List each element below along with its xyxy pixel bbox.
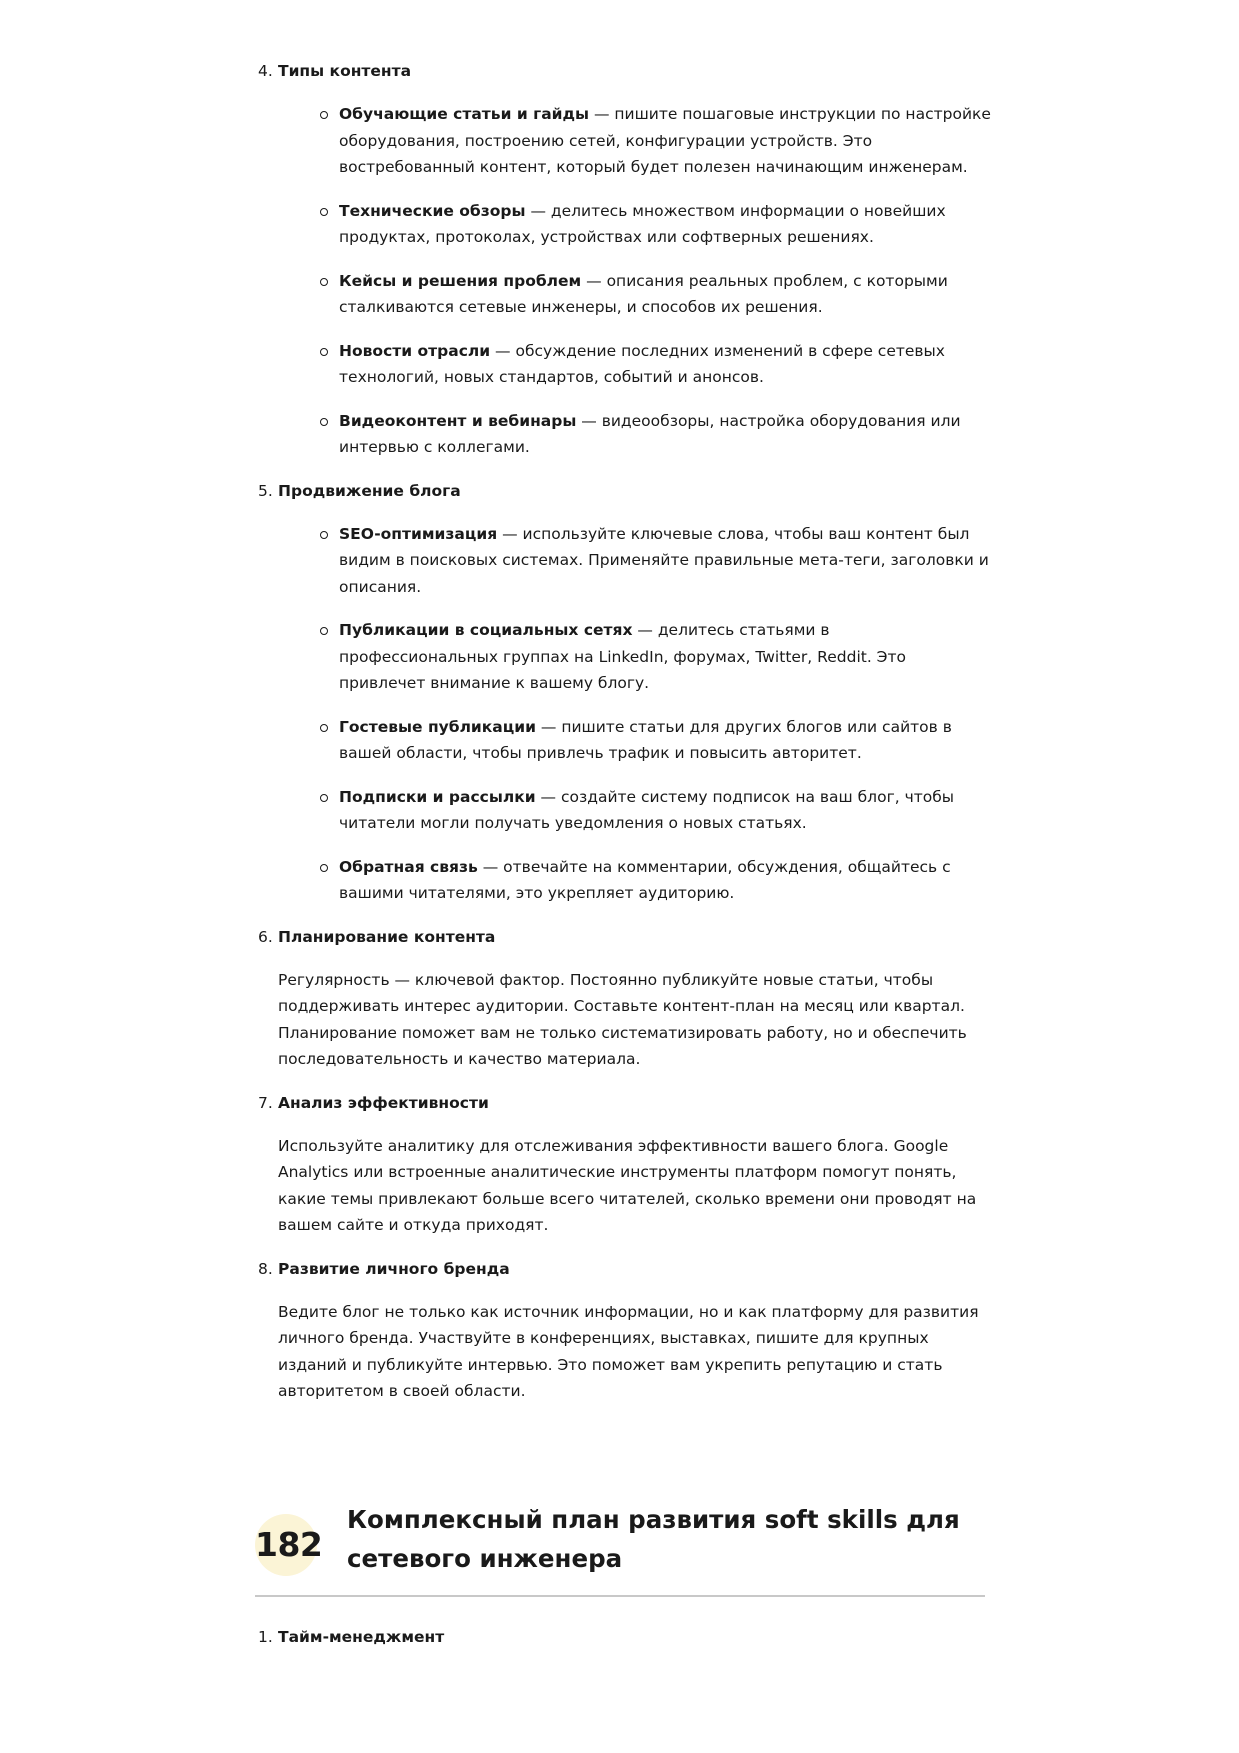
section-heading [258,58,993,84]
section-title: Анализ эффективности [278,1093,489,1112]
list-item [278,714,993,767]
section-number: 7. [258,1093,273,1112]
section-paragraph: Ведите блог не только как источник информации, но и как платформу для развития личного бренда. Участвуйте в конференциях, выставках, пишите для крупных изданий и публикуйте интервью. Это поможет вам укрепить репутацию и стать авторитетом в своей области. [278,1302,979,1400]
section-heading [258,1090,993,1116]
section-title: Планирование контента [278,927,496,946]
bullet-text: — создайте систему подписок на ваш блог, чтобы читатели могли получать уведомления о новых статьях. [339,787,955,832]
bullet-text: — пишите пошаговые инструкции по настройке оборудования, построению сетей, конфигурации устройств. Это востребованный контент, который будет полезен начинающим инженерам. [339,105,991,176]
bullet-term: Гостевые публикации [339,717,536,736]
section-number: 4. [258,62,273,80]
bullet-term: Обратная связь [339,857,478,876]
bullet-term: Видеоконтент и вебинары [339,411,577,430]
bullet-text: — делитесь статьями в профессиональных группах на LinkedIn, форумах, Twitter, Reddit. Это привлечет внимание к вашему блогу. [339,621,907,692]
bullet-list [278,521,993,907]
list-item [278,784,993,837]
chapter-header [255,1490,985,1597]
bullet-list [278,101,993,461]
list-item [278,101,993,181]
list-item [278,854,993,907]
section-number: 1. [258,1627,273,1646]
list-item [278,338,993,391]
bullet-text: — пишите статьи для других блогов или сайтов в вашей области, чтобы привлечь трафик и повысить авторитет. [339,717,952,762]
chapter-title: Комплексный план развития soft skills для сетевого инженера [347,1505,960,1573]
bullet-term: Публикации в социальных сетях [339,621,633,639]
bullet-term: SEO-оптимизация [339,524,498,543]
content-column [258,58,993,1405]
section-paragraph: Регулярность — ключевой фактор. Постоянно публикуйте новые статьи, чтобы поддерживать интерес аудитории. Составьте контент-план на месяц или квартал. Планирование поможет вам не только систематизировать работу, но и обеспечить последовательность и качество материала. [278,970,967,1068]
bullet-text: — отвечайте на комментарии, обсуждения, общайтесь с вашими читателями, это укрепляет аудиторию. [339,857,951,902]
section-title: Продвижение блога [278,481,461,500]
bullet-term: Новости отрасли [339,341,491,360]
list-item [278,198,993,251]
section-personal-brand [258,1256,993,1405]
bullet-text: — обсуждение последних изменений в сфере сетевых технологий, новых стандартов, событий и анонсов. [339,341,945,386]
section-heading [258,1624,445,1650]
list-item [278,408,993,461]
section-paragraph: Используйте аналитику для отслеживания эффективности вашего блога. Google Analytics или встроенные аналитические инструменты платформ помогут понять, какие темы привлекают больше всего читателей, сколько времени они проводят на вашем сайте и откуда приходят. [278,1136,977,1234]
section-number: 8. [258,1259,273,1278]
bullet-text: — используйте ключевые слова, чтобы ваш контент был видим в поисковых системах. Применяйте правильные мета-теги, заголовки и описания. [339,524,989,596]
section-content-types [258,58,993,461]
section-blog-promotion [258,478,993,907]
bullet-text: — видеообзоры, настройка оборудования или интервью с коллегами. [339,411,961,456]
section-efficiency-analysis [258,1090,993,1239]
list-item [278,617,993,697]
section-number: 5. [258,481,273,500]
bullet-term: Технические обзоры [339,201,526,220]
section-title: Типы контента [278,62,412,80]
bullet-text: — делитесь множеством информации о новейших продуктах, протоколах, устройствах или софтверных решениях. [339,201,946,246]
bullet-term: Подписки и рассылки [339,787,536,806]
section-title: Развитие личного бренда [278,1259,510,1278]
section-title: Тайм-менеджмент [278,1627,445,1646]
bullet-term: Кейсы и решения проблем [339,271,582,290]
section-content-planning [258,924,993,1073]
section-number: 6. [258,927,273,946]
section-heading [258,924,993,950]
bullet-text: — описания реальных проблем, с которыми сталкиваются сетевые инженеры, и способов их решения. [339,271,948,316]
chapter-number-badge: 182 [255,1514,317,1576]
list-item [278,268,993,321]
list-item [278,521,993,601]
bullet-term: Обучающие статьи и гайды [339,105,590,123]
section-heading [258,1256,993,1282]
section-heading [258,478,993,504]
